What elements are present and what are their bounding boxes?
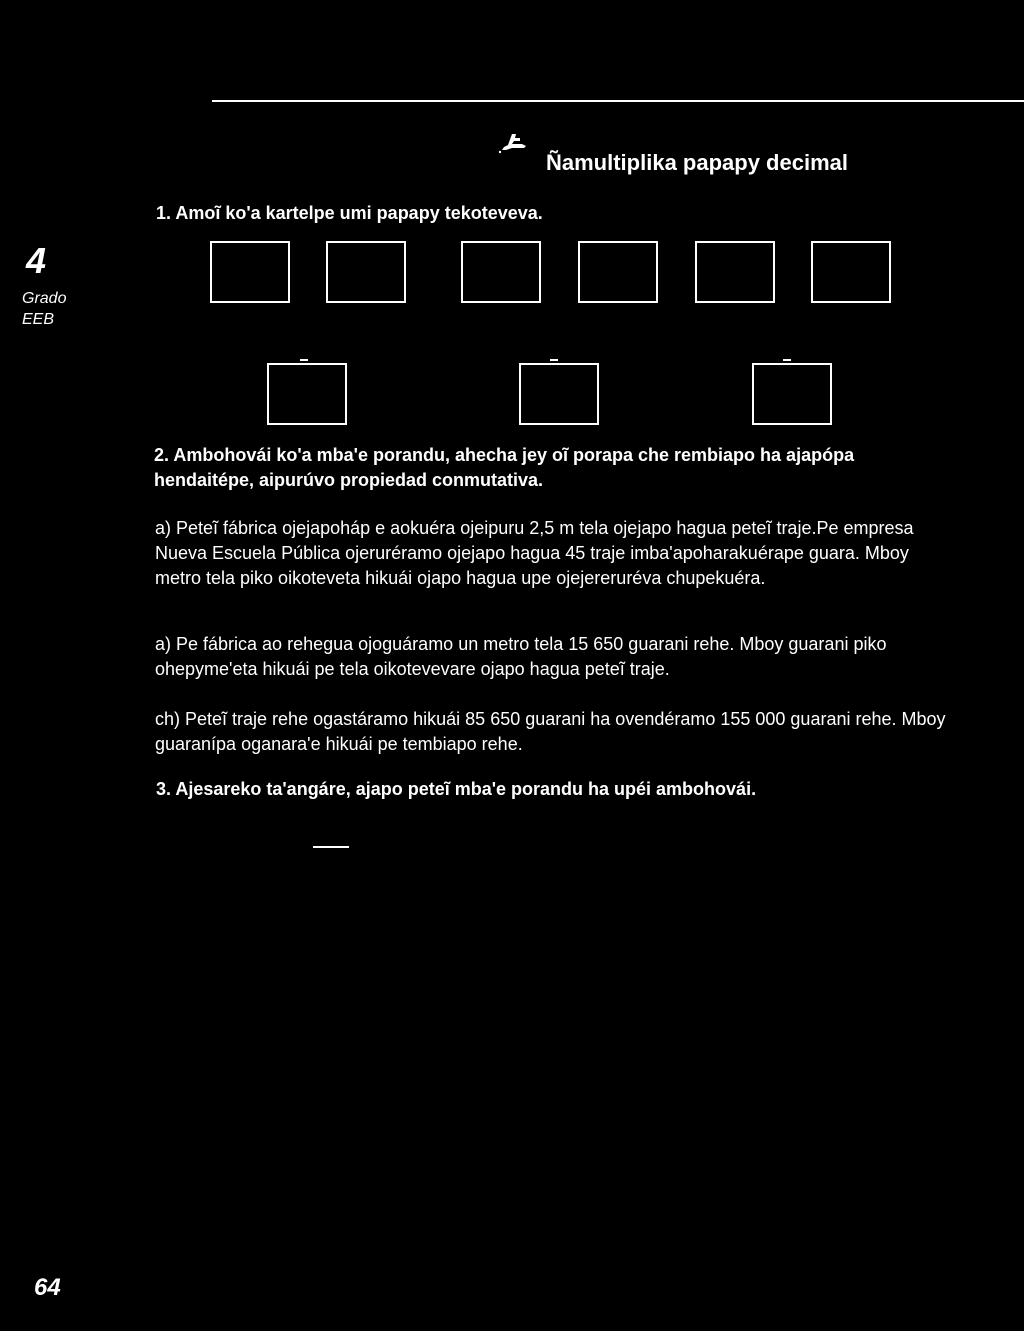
box-mark xyxy=(300,359,308,361)
header-rule xyxy=(212,100,1024,102)
level-label: EEB xyxy=(22,311,55,328)
exercise-2-prompt: 2. Ambohovái ko'a mba'e porandu, ahecha jey oĩ porapa che rembiapo ha ajapópa hendaitépe, aipurúvo propiedad conmutativa. xyxy=(154,445,855,490)
answer-box[interactable] xyxy=(578,241,658,303)
exercise-2-item-ch: ch) Peteĩ traje rehe ogastáramo hikuái 85 650 guarani ha ovendéramo 155 000 guarani rehe. Mboy guaranípa oganara'e hikuái pe tembiapo rehe. xyxy=(155,709,946,754)
decoration-icon xyxy=(498,132,532,156)
answer-box[interactable] xyxy=(461,241,541,303)
answer-box[interactable] xyxy=(695,241,775,303)
exercise-2-item-a: a) Peteĩ fábrica ojejapoháp e aokuéra ojeipuru 2,5 m tela ojejapo hagua peteĩ traje.Pe empresa Nueva Escuela Pública ojeruréramo ojejapo hagua 45 traje imba'apoharakuérape guara. Mboy metro tela piko oikoteveta hikuái ojapo hagua upe ojejereruréva chupekuéra. xyxy=(155,518,914,588)
page-title: Ñamultiplika papapy decimal xyxy=(546,150,848,175)
answer-box[interactable] xyxy=(267,363,347,425)
box-mark xyxy=(550,359,558,361)
page-number: 64 xyxy=(34,1274,61,1301)
answer-box[interactable] xyxy=(326,241,406,303)
answer-box[interactable] xyxy=(752,363,832,425)
answer-box[interactable] xyxy=(811,241,891,303)
exercise-3-prompt: 3. Ajesareko ta'angáre, ajapo peteĩ mba'e porandu ha upéi ambohovái. xyxy=(156,779,757,799)
box-mark xyxy=(783,359,791,361)
answer-box[interactable] xyxy=(519,363,599,425)
grade-number: 4 xyxy=(26,240,47,281)
short-rule xyxy=(313,846,349,848)
grade-label: Grado xyxy=(22,290,67,307)
answer-box[interactable] xyxy=(210,241,290,303)
exercise-1-prompt: 1. Amoĩ ko'a kartelpe umi papapy tekoteveva. xyxy=(156,203,543,223)
exercise-2-item-b: a) Pe fábrica ao rehegua ojoguáramo un metro tela 15 650 guarani rehe. Mboy guarani piko ohepyme'eta hikuái pe tela oikotevevare ojapo hagua peteĩ traje. xyxy=(155,634,887,679)
grade-label-block xyxy=(22,288,66,330)
